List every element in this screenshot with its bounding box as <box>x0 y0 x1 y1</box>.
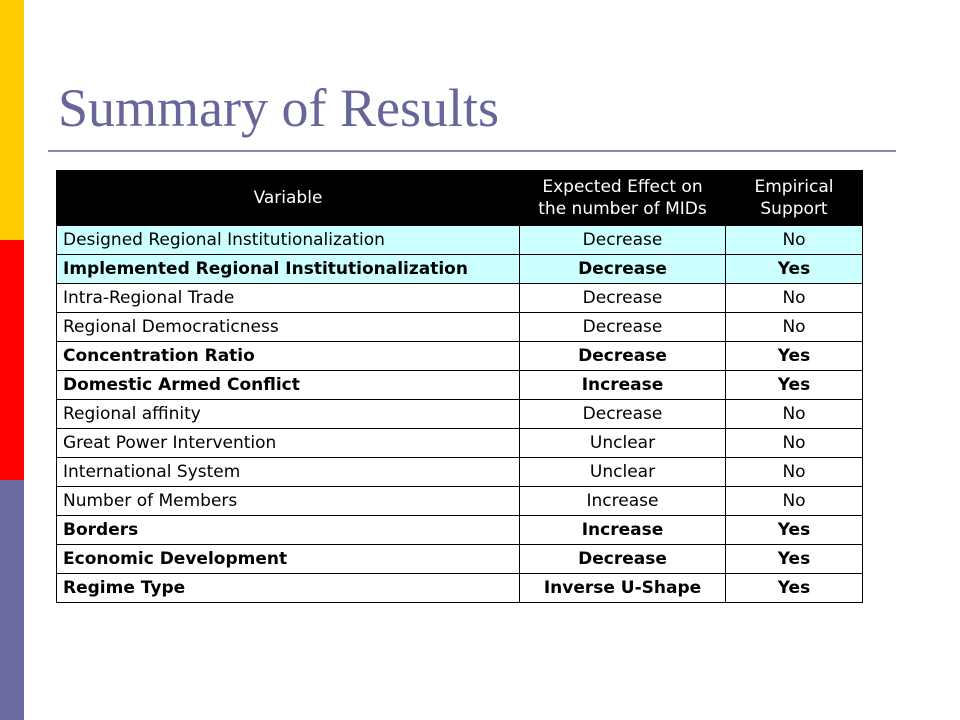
cell-empirical-support: Yes <box>726 255 863 284</box>
cell-expected-effect: Increase <box>520 371 726 400</box>
cell-expected-effect: Increase <box>520 516 726 545</box>
cell-expected-effect: Decrease <box>520 255 726 284</box>
cell-expected-effect: Increase <box>520 487 726 516</box>
cell-empirical-support: No <box>726 429 863 458</box>
slide-title: Summary of Results <box>58 78 499 138</box>
cell-expected-effect: Unclear <box>520 429 726 458</box>
sidebar-accent-red <box>0 240 24 480</box>
cell-variable: Great Power Intervention <box>57 429 520 458</box>
header-variable-label: Variable <box>253 188 323 208</box>
table-row <box>57 516 863 545</box>
cell-expected-effect: Decrease <box>520 400 726 429</box>
cell-variable: Designed Regional Institutionalization <box>57 226 520 255</box>
cell-variable: Number of Members <box>57 487 520 516</box>
table-row <box>57 226 863 255</box>
cell-variable: Implemented Regional Institutionalization <box>57 255 520 284</box>
cell-expected-effect: Decrease <box>520 284 726 313</box>
table-row <box>57 371 863 400</box>
cell-empirical-support: Yes <box>726 342 863 371</box>
cell-expected-effect: Decrease <box>520 313 726 342</box>
header-variable <box>57 171 520 226</box>
cell-empirical-support: No <box>726 313 863 342</box>
table-row <box>57 458 863 487</box>
cell-empirical-support: No <box>726 284 863 313</box>
cell-empirical-support: Yes <box>726 545 863 574</box>
cell-expected-effect: Decrease <box>520 342 726 371</box>
cell-expected-effect: Decrease <box>520 545 726 574</box>
table-header-row <box>57 171 863 226</box>
cell-variable: Regime Type <box>57 574 520 603</box>
results-table <box>56 170 863 603</box>
cell-variable: Concentration Ratio <box>57 342 520 371</box>
header-expected-effect <box>520 171 726 226</box>
sidebar-accent-yellow <box>0 0 24 240</box>
header-support-line2: Support <box>760 199 828 219</box>
table-row <box>57 313 863 342</box>
cell-expected-effect: Inverse U-Shape <box>520 574 726 603</box>
table-row <box>57 574 863 603</box>
cell-empirical-support: Yes <box>726 516 863 545</box>
cell-empirical-support: Yes <box>726 574 863 603</box>
table-row <box>57 487 863 516</box>
table-row <box>57 284 863 313</box>
header-effect-line1: Expected Effect on <box>542 177 703 197</box>
cell-variable: Regional affinity <box>57 400 520 429</box>
cell-empirical-support: No <box>726 400 863 429</box>
cell-empirical-support: Yes <box>726 371 863 400</box>
cell-empirical-support: No <box>726 226 863 255</box>
cell-variable: Intra-Regional Trade <box>57 284 520 313</box>
table-body <box>57 226 863 603</box>
table-row <box>57 342 863 371</box>
sidebar-accent-purple <box>0 480 24 720</box>
header-support-line1: Empirical <box>754 177 834 197</box>
cell-variable: Borders <box>57 516 520 545</box>
cell-empirical-support: No <box>726 487 863 516</box>
cell-variable: Domestic Armed Conflict <box>57 371 520 400</box>
cell-expected-effect: Decrease <box>520 226 726 255</box>
cell-variable: Regional Democraticness <box>57 313 520 342</box>
table-row <box>57 429 863 458</box>
header-empirical-support <box>726 171 863 226</box>
cell-variable: International System <box>57 458 520 487</box>
title-divider <box>48 150 896 152</box>
table-row <box>57 545 863 574</box>
header-effect-line2: the number of MIDs <box>538 199 707 219</box>
cell-empirical-support: No <box>726 458 863 487</box>
table-row <box>57 400 863 429</box>
cell-expected-effect: Unclear <box>520 458 726 487</box>
table-row <box>57 255 863 284</box>
cell-variable: Economic Development <box>57 545 520 574</box>
